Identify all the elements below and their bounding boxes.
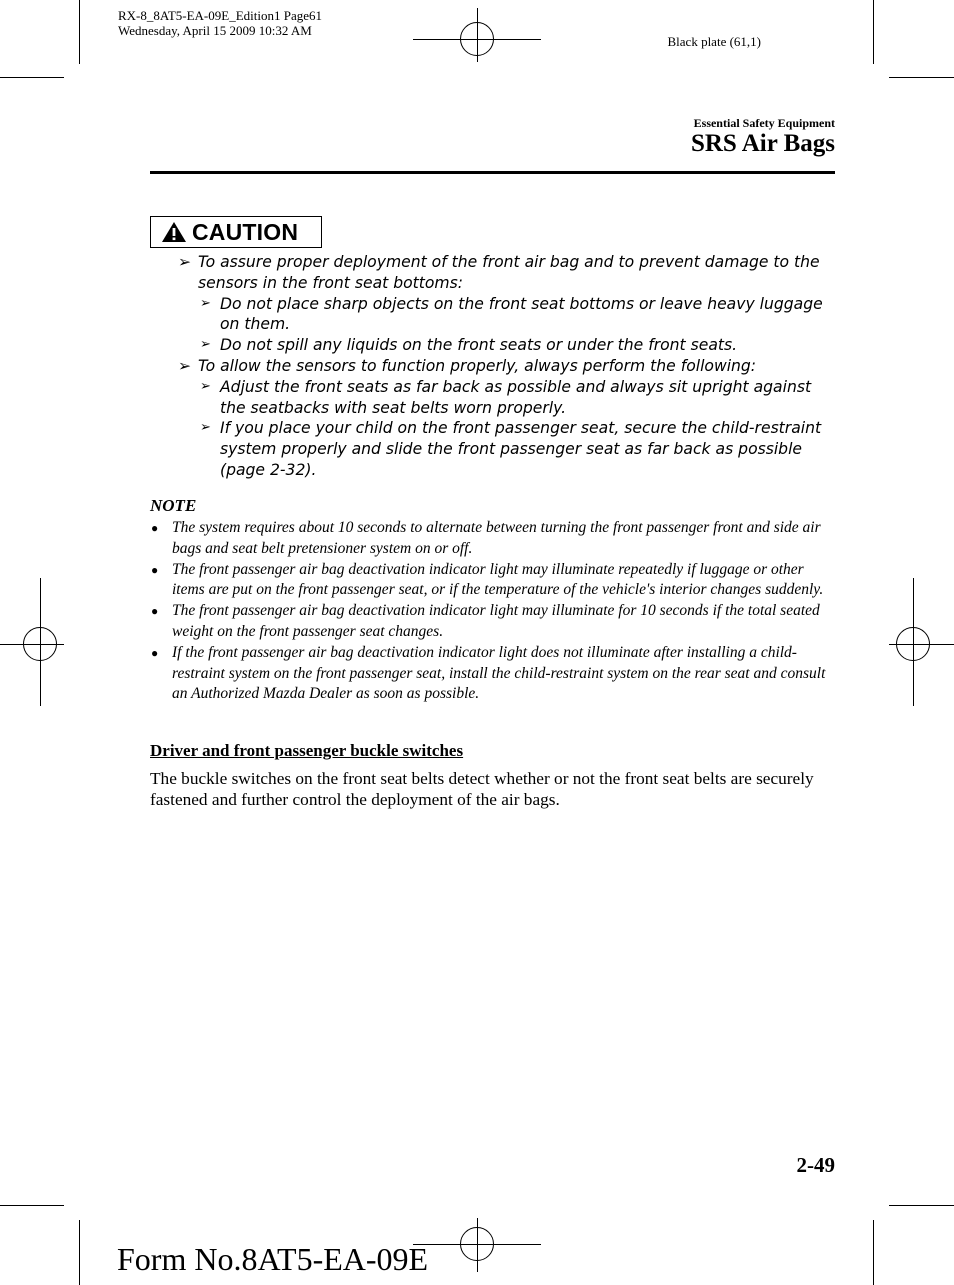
crop-mark: [0, 1205, 64, 1206]
caution-banner: [150, 216, 322, 248]
page-number: 2-49: [796, 1153, 835, 1177]
arrow-bullet-icon: ➢: [178, 356, 192, 375]
caution-list: [150, 252, 840, 481]
caution-subitem: ➢ If you place your child on the front passenger seat, secure the child-restraint system properly and slide the front passenger seat as far back as possible (page 2-32).: [200, 419, 822, 479]
registration-mark: [913, 578, 914, 706]
registration-mark: [40, 578, 41, 706]
registration-mark: [477, 8, 478, 62]
caution-item: ➢ To assure proper deployment of the front air bag and to prevent damage to the sensors in the front seat bottoms:: [178, 253, 820, 292]
plate-info: Black plate (61,1): [667, 34, 761, 49]
registration-mark: [0, 644, 64, 645]
note-item: ● The system requires about 10 seconds to alternate between turning the front passenger front and side air bags and seat belt pretensioner system on or off.: [151, 519, 821, 557]
arrow-bullet-icon: ➢: [178, 253, 192, 271]
bullet-icon: ●: [151, 562, 159, 577]
arrow-bullet-icon: ➢: [200, 378, 211, 394]
note-list: [150, 518, 840, 705]
crop-mark: [889, 1205, 954, 1206]
page-title: SRS Air Bags: [690, 130, 835, 157]
section-label: Essential Safety Equipment: [693, 116, 835, 130]
note-title: NOTE: [150, 496, 197, 515]
caution-item: ➢ To allow the sensors to function properly, always perform the following:: [178, 356, 757, 375]
arrow-bullet-icon: ➢: [200, 337, 211, 353]
caution-subitem: ➢ Adjust the front seats as far back as possible and always sit upright against the seatbacks with seat belts worn properly.: [200, 377, 812, 417]
registration-mark: [477, 1218, 478, 1272]
crop-mark: [0, 77, 64, 78]
note-item: ● If the front passenger air bag deactivation indicator light does not illuminate after installing a child-restraint system on the front passenger seat, install the child-restraint system on the rear seat and consult an Authorized Mazda Dealer as soon as possible.: [151, 643, 826, 703]
crop-mark: [79, 0, 80, 64]
caution-label: CAUTION: [192, 218, 299, 245]
crop-mark: [889, 77, 954, 78]
arrow-bullet-icon: ➢: [200, 420, 211, 436]
note-item: ● The front passenger air bag deactivation indicator light may illuminate repeatedly if luggage or other items are put on the front passenger seat, or if the temperature of the vehicle's interior changes suddenly.: [151, 560, 824, 599]
form-number: Form No.8AT5-EA-09E: [117, 1241, 429, 1277]
print-info-date: Wednesday, April 15 2009 10:32 AM: [118, 23, 312, 38]
print-info-file: RX-8_8AT5-EA-09E_Edition1 Page61: [118, 8, 323, 23]
bullet-icon: ●: [151, 604, 159, 619]
print-info: [118, 8, 322, 38]
subsection-heading: Driver and front passenger buckle switches: [150, 741, 464, 760]
registration-mark: [889, 644, 954, 645]
note-item: ● The front passenger air bag deactivation indicator light may illuminate for 10 seconds if the total seated weight on the front passenger seat changes.: [151, 602, 820, 640]
warning-triangle-icon: [161, 221, 187, 243]
title-divider: [150, 171, 835, 174]
arrow-bullet-icon: ➢: [200, 295, 211, 311]
crop-mark: [873, 0, 874, 64]
bullet-icon: ●: [151, 521, 159, 535]
caution-subitem: ➢ Do not spill any liquids on the front seats or under the front seats.: [200, 336, 738, 355]
crop-mark: [79, 1220, 80, 1285]
subsection-body: The buckle switches on the front seat belts detect whether or not the front seat belts are securely fastened and further control the deployment of the air bags.: [150, 769, 814, 809]
bullet-icon: ●: [151, 645, 159, 660]
caution-subitem: ➢ Do not place sharp objects on the front seat bottoms or leave heavy luggage on them.: [200, 294, 823, 334]
crop-mark: [873, 1220, 874, 1285]
